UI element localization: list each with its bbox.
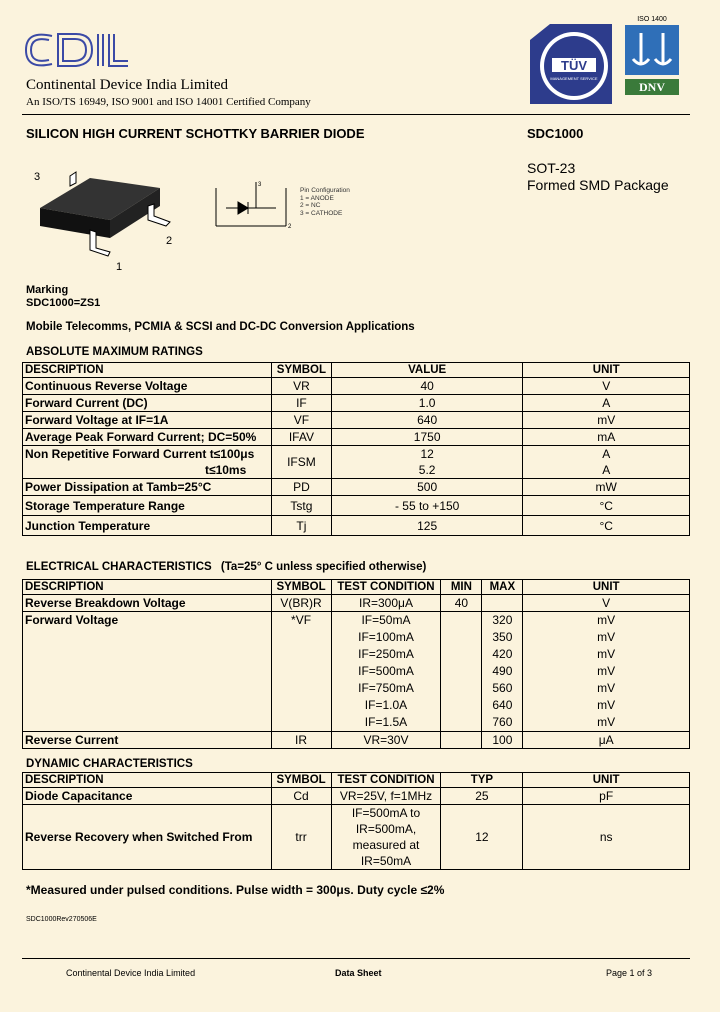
package-drawing <box>30 168 190 283</box>
unit-line: mV <box>597 630 616 644</box>
table-row <box>23 496 690 516</box>
cell-unit: V <box>523 378 690 395</box>
cell-unit: V <box>523 595 690 612</box>
cell-unit: ns <box>523 805 690 870</box>
cell-desc: Reverse Breakdown Voltage <box>23 595 272 612</box>
dynamic-heading: DYNAMIC CHARACTERISTICS <box>26 758 193 770</box>
cell-cond <box>331 612 441 732</box>
marking <box>26 284 100 310</box>
cdil-logo-graphic <box>22 28 132 74</box>
max-line: 490 <box>492 664 513 678</box>
max-line: 320 <box>492 613 513 627</box>
cell-sym: Tj <box>271 516 331 536</box>
cell-sym: PD <box>271 479 331 496</box>
tuv-text: TÜV <box>561 58 587 73</box>
col-test-condition: TEST CONDITION <box>331 773 441 788</box>
cell-value: 125 <box>331 516 523 536</box>
cell-value: 640 <box>331 412 523 429</box>
unit-line: mV <box>597 664 616 678</box>
tuv-badge <box>526 20 616 113</box>
cell-unit: μA <box>523 732 690 749</box>
max-line: 560 <box>492 681 513 695</box>
table-row <box>23 805 690 870</box>
pin-1: 1 = ANODE <box>300 194 334 202</box>
table-row <box>23 446 690 479</box>
cell-desc: Forward Current (DC) <box>23 395 272 412</box>
cell-sym: VF <box>271 412 331 429</box>
cond-line: IR=50mA <box>360 854 412 868</box>
cell-value: 40 <box>331 378 523 395</box>
table-header-row <box>23 580 690 595</box>
tuv-subtext: MANAGEMENT SERVICE <box>550 76 598 81</box>
cell-sym: V(BR)R <box>271 595 331 612</box>
cell-value: 500 <box>331 479 523 496</box>
cell-unit <box>523 446 690 479</box>
cell-unit-line2: A <box>602 463 611 477</box>
cell-desc-line2: t≤10ms <box>205 463 247 477</box>
table-row <box>23 395 690 412</box>
max-line: 760 <box>492 715 513 729</box>
cell-unit: pF <box>523 788 690 805</box>
cell-sym: Cd <box>271 788 331 805</box>
cell-unit: mV <box>523 412 690 429</box>
col-min: MIN <box>441 580 482 595</box>
pulse-note: *Measured under pulsed conditions. Pulse width = 300μs. Duty cycle ≤2% <box>26 883 445 897</box>
revision: SDC1000Rev270506E <box>26 916 97 923</box>
col-symbol: SYMBOL <box>271 773 331 788</box>
table-header-row <box>23 363 690 378</box>
cell-unit-line1: A <box>602 447 611 461</box>
cell-value: 1.0 <box>331 395 523 412</box>
cell-unit: °C <box>523 516 690 536</box>
unit-line: mV <box>597 647 616 661</box>
cell-value-line2: 5.2 <box>418 463 436 477</box>
company-name: Continental Device India Limited <box>26 77 229 93</box>
table-row <box>23 378 690 395</box>
col-description: DESCRIPTION <box>23 363 272 378</box>
cond-line: IF=1.5A <box>364 715 408 729</box>
applications: Mobile Telecomms, PCMIA & SCSI and DC-DC Conversion Applications <box>26 321 415 333</box>
cell-max: 100 <box>482 732 523 749</box>
cond-line: IF=500mA <box>358 664 414 678</box>
cell-desc: Power Dissipation at Tamb=25°C <box>23 479 272 496</box>
svg-text:1: 1 <box>116 261 123 273</box>
table-row <box>23 732 690 749</box>
table-row <box>23 479 690 496</box>
cell-sym: VR <box>271 378 331 395</box>
cond-line: IR=500mA, <box>355 822 417 836</box>
col-unit: UNIT <box>523 580 690 595</box>
pin-config <box>300 187 350 217</box>
cell-desc: Forward Voltage <box>23 612 272 732</box>
table-row <box>23 412 690 429</box>
col-unit: UNIT <box>523 773 690 788</box>
cell-sym: IFSM <box>271 446 331 479</box>
cell-min <box>441 732 482 749</box>
abs-max-heading: ABSOLUTE MAXIMUM RATINGS <box>26 346 203 358</box>
cell-min: 40 <box>441 595 482 612</box>
cell-desc <box>23 446 272 479</box>
unit-line: mV <box>597 698 616 712</box>
package-desc: Formed SMD Package <box>527 177 669 193</box>
table-row <box>23 788 690 805</box>
unit-line: mV <box>597 613 616 627</box>
pin-3: 3 = CATHODE <box>300 209 343 217</box>
col-typ: TYP <box>441 773 523 788</box>
cell-value <box>331 446 523 479</box>
cell-unit <box>523 612 690 732</box>
unit-line: mV <box>597 715 616 729</box>
cond-line: IF=50mA <box>361 613 411 627</box>
part-number: SDC1000 <box>527 126 584 141</box>
certification-line: An ISO/TS 16949, ISO 9001 and ISO 14001 Certified Company <box>26 96 311 108</box>
cell-desc: Reverse Recovery when Switched From <box>23 805 272 870</box>
cell-desc: Diode Capacitance <box>23 788 272 805</box>
marking-label: Marking <box>26 284 69 296</box>
marking-value: SDC1000=ZS1 <box>26 297 101 309</box>
cell-max <box>482 595 523 612</box>
cell-desc: Average Peak Forward Current; DC=50% <box>23 429 272 446</box>
table-row <box>23 595 690 612</box>
max-line: 640 <box>492 698 513 712</box>
cell-sym: *VF <box>271 612 331 732</box>
cell-desc: Storage Temperature Range <box>23 496 272 516</box>
elec-heading-note: (Ta=25° C unless specified otherwise) <box>220 561 427 573</box>
cell-typ: 12 <box>441 805 523 870</box>
cell-unit: °C <box>523 496 690 516</box>
cond-line: IF=500mA to <box>351 806 421 820</box>
cell-sym: IFAV <box>271 429 331 446</box>
cond-line: IF=250mA <box>358 647 414 661</box>
package-info <box>527 160 669 194</box>
table-header-row <box>23 773 690 788</box>
cell-value: 1750 <box>331 429 523 446</box>
pin-2: 2 = NC <box>300 202 321 209</box>
product-title: SILICON HIGH CURRENT SCHOTTKY BARRIER DIODE <box>26 126 365 141</box>
footer-doc-type: Data Sheet <box>335 968 382 978</box>
iso-label: ISO 1400 <box>637 16 667 23</box>
elec-heading <box>26 561 426 573</box>
cell-unit: mW <box>523 479 690 496</box>
cell-sym: IR <box>271 732 331 749</box>
col-description: DESCRIPTION <box>23 773 272 788</box>
cell-value: - 55 to +150 <box>331 496 523 516</box>
col-max: MAX <box>482 580 523 595</box>
elec-heading-text: ELECTRICAL CHARACTERISTICS <box>26 561 212 573</box>
col-description: DESCRIPTION <box>23 580 272 595</box>
col-symbol: SYMBOL <box>271 363 331 378</box>
cell-cond <box>331 805 441 870</box>
unit-line: mV <box>597 681 616 695</box>
svg-text:2: 2 <box>166 235 173 247</box>
cond-line: IF=100mA <box>358 630 414 644</box>
footer-company: Continental Device India Limited <box>66 968 196 978</box>
abs-max-table <box>22 362 690 536</box>
table-row <box>23 516 690 536</box>
max-line: 350 <box>492 630 513 644</box>
elec-table <box>22 579 690 749</box>
cdil-logo <box>22 28 132 79</box>
cell-min <box>441 612 482 732</box>
cell-unit: A <box>523 395 690 412</box>
cell-max <box>482 612 523 732</box>
cell-desc: Junction Temperature <box>23 516 272 536</box>
cell-value-line1: 12 <box>420 447 434 461</box>
col-value: VALUE <box>331 363 523 378</box>
svg-text:3: 3 <box>258 182 262 188</box>
cell-sym: trr <box>271 805 331 870</box>
max-line: 420 <box>492 647 513 661</box>
cond-line: IF=750mA <box>358 681 414 695</box>
col-test-condition: TEST CONDITION <box>331 580 441 595</box>
cell-sym: Tstg <box>271 496 331 516</box>
dynamic-table <box>22 772 690 870</box>
table-row <box>23 429 690 446</box>
col-unit: UNIT <box>523 363 690 378</box>
cond-line: IF=1.0A <box>364 698 408 712</box>
footer-divider <box>22 958 690 959</box>
cell-unit: mA <box>523 429 690 446</box>
cell-cond: IR=300μA <box>331 595 441 612</box>
cell-desc: Forward Voltage at IF=1A <box>23 412 272 429</box>
cell-cond: VR=25V, f=1MHz <box>331 788 441 805</box>
header-divider <box>22 114 690 115</box>
col-symbol: SYMBOL <box>271 580 331 595</box>
package-type: SOT-23 <box>527 160 576 176</box>
cell-typ: 25 <box>441 788 523 805</box>
cell-sym: IF <box>271 395 331 412</box>
table-row <box>23 612 690 732</box>
dnv-text: DNV <box>639 80 665 94</box>
cond-line: measured at <box>352 838 420 852</box>
pin-config-title: Pin Configuration <box>300 187 350 194</box>
cell-desc: Continuous Reverse Voltage <box>23 378 272 395</box>
footer-page: Page 1 of 3 <box>606 968 653 978</box>
svg-text:2: 2 <box>288 224 292 230</box>
cell-cond: VR=30V <box>331 732 441 749</box>
dnv-badge <box>623 16 681 102</box>
cell-desc-line1: Non Repetitive Forward Current t≤100μs <box>25 447 255 461</box>
svg-text:3: 3 <box>34 171 41 183</box>
pin-schematic <box>212 178 292 239</box>
cell-desc: Reverse Current <box>23 732 272 749</box>
